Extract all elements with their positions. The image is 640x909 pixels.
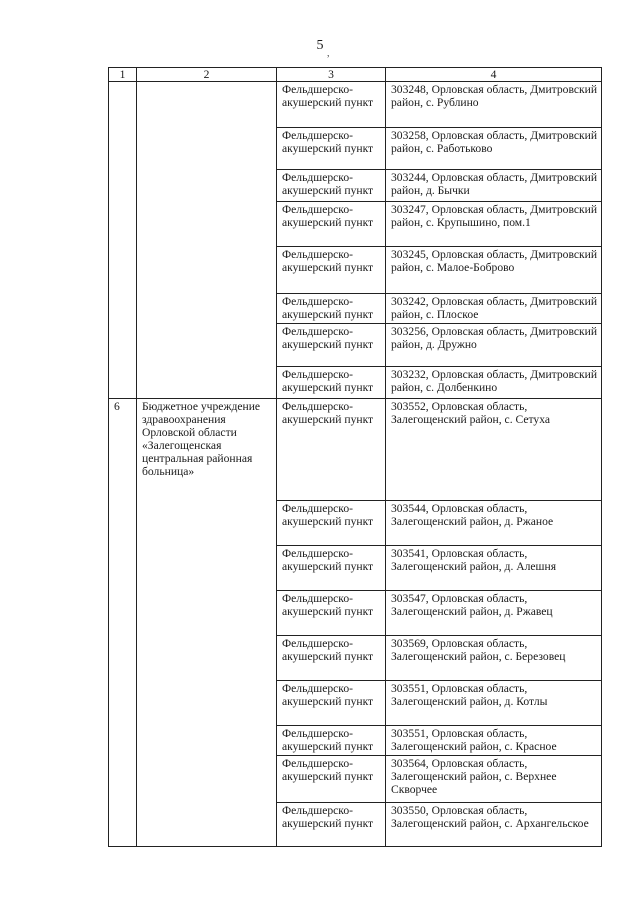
facility-type-cell: Фельдшерско-акушерский пункт xyxy=(277,367,386,399)
facility-type-cell: Фельдшерско-акушерский пункт xyxy=(277,681,386,726)
address-cell: 303547, Орловская область, Залегощенский район, д. Ржавец xyxy=(386,591,602,636)
address-cell: 303242, Орловская область, Дмитровский район, с. Плоское xyxy=(386,294,602,324)
facility-type-cell: Фельдшерско-акушерский пункт xyxy=(277,803,386,847)
address-cell: 303569, Орловская область, Залегощенский район, с. Березовец xyxy=(386,636,602,681)
row-number-cell: 6 xyxy=(109,399,137,847)
scan-speck: , xyxy=(327,48,330,59)
address-cell: 303232, Орловская область, Дмитровский район, с. Долбенкино xyxy=(386,367,602,399)
address-cell: 303551, Орловская область, Залегощенский район, д. Котлы xyxy=(386,681,602,726)
facility-type-cell: Фельдшерско-акушерский пункт xyxy=(277,247,386,294)
column-number-2: 2 xyxy=(137,68,277,82)
address-cell: 303245, Орловская область, Дмитровский район, с. Малое-Боброво xyxy=(386,247,602,294)
facility-type-cell: Фельдшерско-акушерский пункт xyxy=(277,591,386,636)
address-cell: 303244, Орловская область, Дмитровский район, д. Бычки xyxy=(386,170,602,202)
address-cell: 303551, Орловская область, Залегощенский район, с. Красное xyxy=(386,726,602,756)
address-cell: 303550, Орловская область, Залегощенский район, с. Архангельское xyxy=(386,803,602,847)
facility-type-cell: Фельдшерско-акушерский пункт xyxy=(277,636,386,681)
column-number-3: 3 xyxy=(277,68,386,82)
facilities-table xyxy=(108,67,602,847)
facility-type-cell: Фельдшерско-акушерский пункт xyxy=(277,82,386,128)
address-cell: 303247, Орловская область, Дмитровский район, с. Крупышино, пом.1 xyxy=(386,202,602,247)
facility-type-cell: Фельдшерско-акушерский пункт xyxy=(277,546,386,591)
row-number-cell xyxy=(109,82,137,399)
facility-type-cell: Фельдшерско-акушерский пункт xyxy=(277,294,386,324)
column-number-4: 4 xyxy=(386,68,602,82)
facility-type-cell: Фельдшерско-акушерский пункт xyxy=(277,128,386,170)
facility-type-cell: Фельдшерско-акушерский пункт xyxy=(277,202,386,247)
institution-cell: Бюджетное учреждение здравоохранения Орловской области «Залегощенская центральная районная больница» xyxy=(137,399,277,847)
facility-type-cell: Фельдшерско-акушерский пункт xyxy=(277,726,386,756)
facility-type-cell: Фельдшерско-акушерский пункт xyxy=(277,170,386,202)
facility-type-cell: Фельдшерско-акушерский пункт xyxy=(277,756,386,803)
address-cell: 303258, Орловская область, Дмитровский район, с. Работьково xyxy=(386,128,602,170)
page-number: 5 xyxy=(316,38,324,53)
facility-type-cell: Фельдшерско-акушерский пункт xyxy=(277,324,386,367)
facility-type-cell: Фельдшерско-акушерский пункт xyxy=(277,501,386,546)
column-number-1: 1 xyxy=(109,68,137,82)
address-cell: 303541, Орловская область, Залегощенский район, д. Алешня xyxy=(386,546,602,591)
institution-cell xyxy=(137,82,277,399)
address-cell: 303552, Орловская область, Залегощенский район, с. Сетуха xyxy=(386,399,602,501)
table-row xyxy=(109,399,602,501)
address-cell: 303248, Орловская область, Дмитровский район, с. Рублино xyxy=(386,82,602,128)
table-row xyxy=(109,82,602,128)
address-cell: 303564, Орловская область, Залегощенский район, с. Верхнее Скворчее xyxy=(386,756,602,803)
address-cell: 303544, Орловская область, Залегощенский район, д. Ржаное xyxy=(386,501,602,546)
column-number-row xyxy=(109,68,602,82)
facility-type-cell: Фельдшерско-акушерский пункт xyxy=(277,399,386,501)
address-cell: 303256, Орловская область, Дмитровский район, д. Дружно xyxy=(386,324,602,367)
